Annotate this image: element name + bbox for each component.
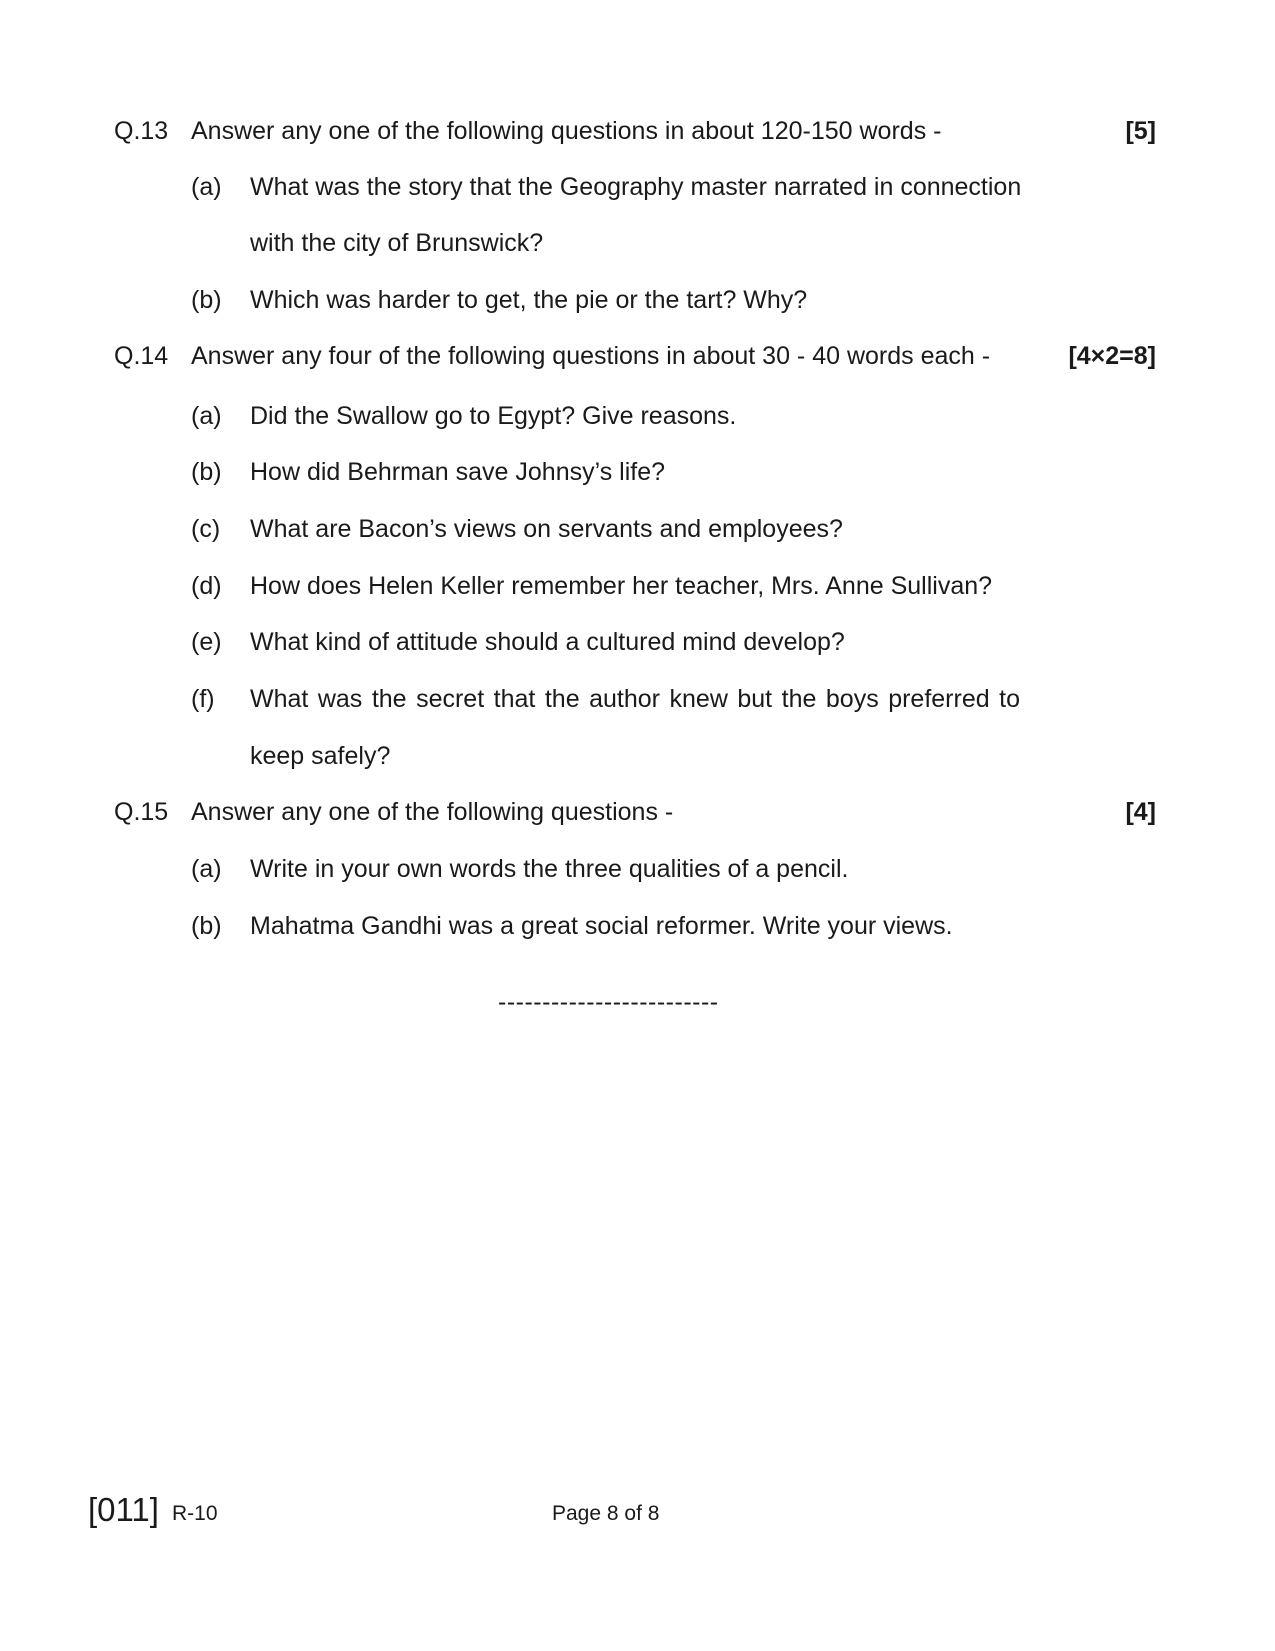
item-label: (f): [191, 685, 215, 713]
question-instruction: Answer any one of the following questions -: [191, 798, 674, 826]
question-number: Q.15: [114, 798, 169, 826]
question-marks: [4×2=8]: [1068, 342, 1156, 370]
footer-paper-code: [011]: [88, 1491, 159, 1528]
question-marks: [5]: [1125, 117, 1156, 145]
question-instruction: Answer any one of the following questions in about 120-150 words -: [191, 117, 942, 145]
item-text: What are Bacon’s views on servants and employees?: [250, 515, 843, 543]
item-text: How does Helen Keller remember her teacher, Mrs. Anne Sullivan?: [250, 572, 993, 600]
item-text-continuation: keep safely?: [250, 742, 391, 770]
item-text: Mahatma Gandhi was a great social reformer. Write your views.: [250, 912, 953, 940]
item-label: (d): [191, 572, 222, 600]
item-text: What was the story that the Geography master narrated in connection: [250, 173, 1022, 201]
end-divider: -------------------------: [498, 988, 719, 1016]
item-text: What kind of attitude should a cultured mind develop?: [250, 628, 845, 656]
item-text: What was the secret that the author knew but the boys preferred to: [250, 685, 1020, 713]
footer-page-number: Page 8 of 8: [552, 1502, 660, 1525]
question-instruction: Answer any four of the following questions in about 30 - 40 words each -: [191, 342, 991, 370]
item-text: Write in your own words the three qualities of a pencil.: [250, 855, 849, 883]
item-label: (b): [191, 912, 222, 940]
item-label: (a): [191, 855, 222, 883]
item-text: How did Behrman save Johnsy’s life?: [250, 458, 666, 486]
item-label: (c): [191, 515, 221, 543]
item-label: (b): [191, 458, 222, 486]
item-text: Did the Swallow go to Egypt? Give reasons.: [250, 402, 737, 430]
item-label: (a): [191, 173, 222, 201]
question-number: Q.13: [114, 117, 169, 145]
item-label: (a): [191, 402, 222, 430]
item-label: (e): [191, 628, 222, 656]
question-number: Q.14: [114, 342, 169, 370]
item-label: (b): [191, 286, 222, 314]
item-text-continuation: with the city of Brunswick?: [250, 229, 544, 257]
footer-series-code: R-10: [172, 1502, 218, 1525]
question-marks: [4]: [1125, 798, 1156, 826]
item-text: Which was harder to get, the pie or the tart? Why?: [250, 286, 808, 314]
